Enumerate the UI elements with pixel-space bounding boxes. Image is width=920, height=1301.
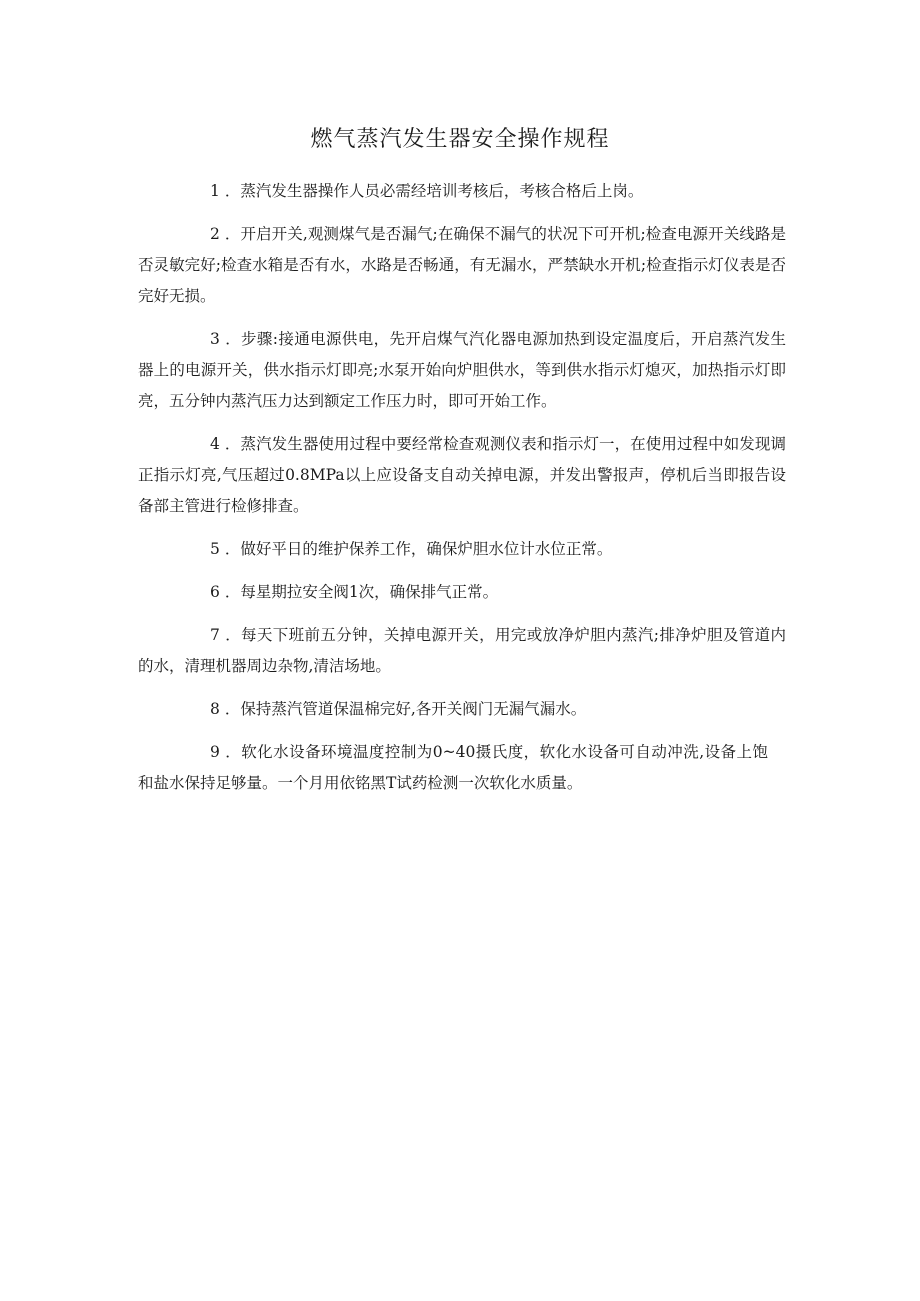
item-number: 2 bbox=[210, 225, 220, 243]
item-number: 5 bbox=[210, 540, 220, 558]
item-number: 1 bbox=[210, 182, 220, 200]
item-number: 3 bbox=[210, 330, 220, 348]
item-number: 7 bbox=[210, 626, 220, 644]
procedure-item-1 bbox=[138, 176, 786, 207]
item-text: ．做好平日的维护保养工作，确保炉胆水位计水位正常。 bbox=[224, 540, 613, 558]
item-text: ．每天下班前五分钟，关掉电源开关，用完或放净炉胆内蒸汽;排净炉胆及管道内的水，清理机器周边杂物,清洁场地。 bbox=[138, 626, 786, 675]
document-title: 燃气蒸汽发生器安全操作规程 bbox=[310, 127, 610, 152]
item-number: 8 bbox=[210, 700, 220, 718]
procedure-item-8 bbox=[138, 694, 786, 725]
procedure-item-2 bbox=[138, 219, 786, 312]
item-text: ．开启开关,观测煤气是否漏气;在确保不漏气的状况下可开机;检查电源开关线路是否灵敏完好;检查水箱是否有水，水路是否畅通，有无漏水，严禁缺水开机;检查指示灯仪表是否完好无损。 bbox=[138, 225, 786, 305]
item-text: ．每星期拉安全阀1次，确保排气正常。 bbox=[224, 583, 499, 601]
procedure-item-6 bbox=[138, 577, 786, 608]
item-text: ．保持蒸汽管道保温棉完好,各开关阀门无漏气漏水。 bbox=[224, 700, 587, 718]
procedure-item-5 bbox=[138, 534, 786, 565]
item-text: ．软化水设备环境温度控制为0~40摄氏度，软化水设备可自动冲洗,设备上饱和盐水保持足够量。一个月用依铭黑T试药检测一次软化水质量。 bbox=[138, 743, 768, 792]
procedure-item-4 bbox=[138, 429, 786, 522]
item-number: 4 bbox=[210, 435, 220, 453]
document-body bbox=[138, 176, 786, 811]
procedure-item-7 bbox=[138, 620, 786, 682]
item-text: ．步骤:接通电源供电，先开启煤气汽化器电源加热到设定温度后，开启蒸汽发生器上的电源开关，供水指示灯即亮;水泵开始向炉胆供水，等到供水指示灯熄灭，加热指示灯即亮，五分钟内蒸汽压力达到额定工作压力时，即可开始工作。 bbox=[138, 330, 786, 410]
item-number: 6 bbox=[210, 583, 220, 601]
item-text: ．蒸汽发生器使用过程中要经常检查观测仪表和指示灯一，在使用过程中如发现调正指示灯亮,气压超过0.8MPa以上应设备支自动关掉电源，并发出警报声，停机后当即报告设备部主管进行检修排查。 bbox=[138, 435, 786, 515]
procedure-item-3 bbox=[138, 324, 786, 417]
item-text: ．蒸汽发生器操作人员必需经培训考核后，考核合格后上岗。 bbox=[224, 182, 644, 200]
procedure-item-9 bbox=[138, 737, 768, 799]
item-number: 9 bbox=[210, 743, 220, 761]
